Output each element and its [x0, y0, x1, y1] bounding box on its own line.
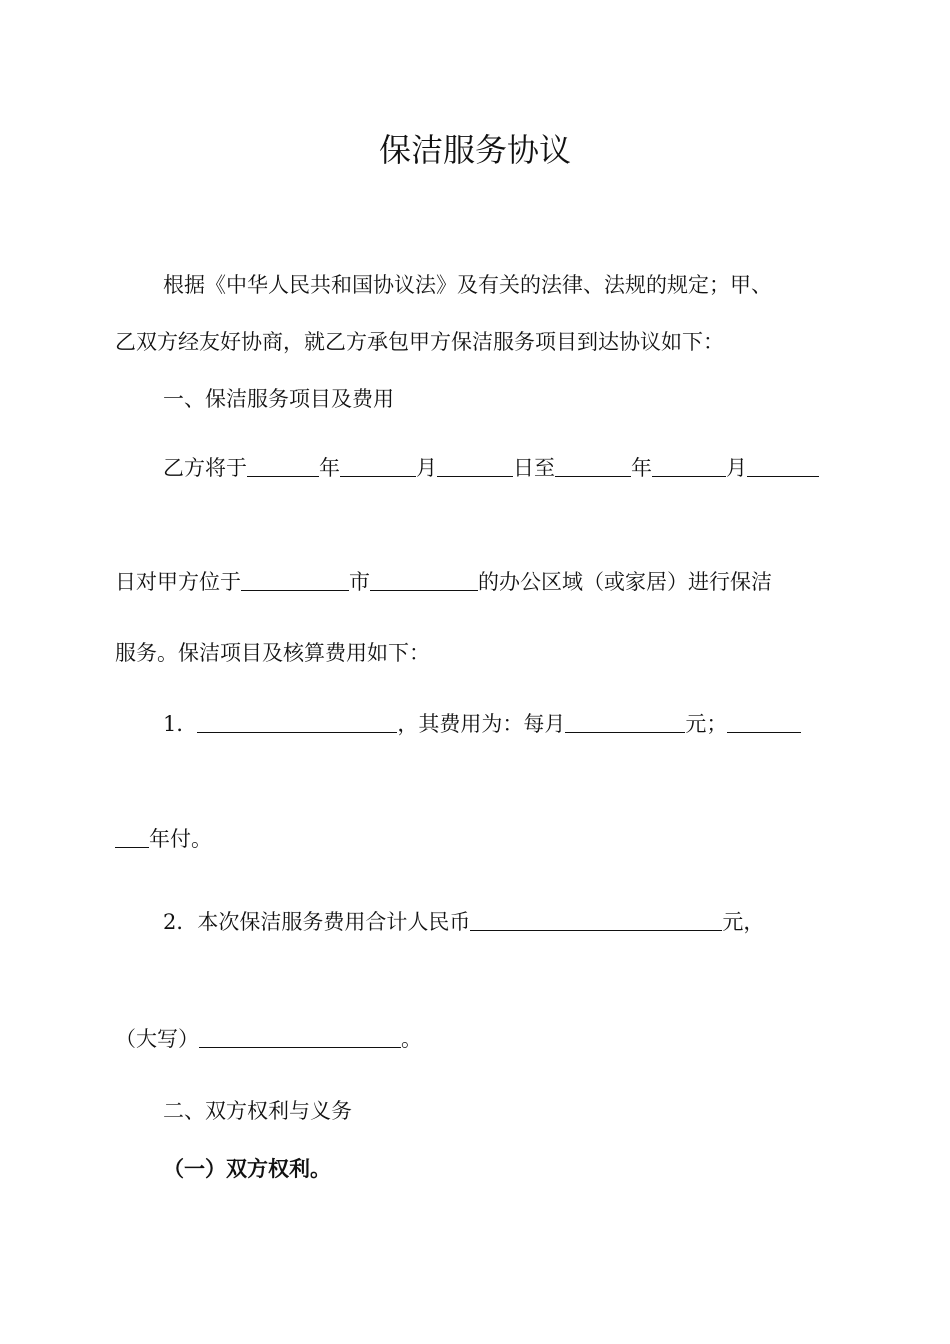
- end-year-blank[interactable]: [555, 456, 631, 477]
- payment-period-blank-cont[interactable]: [115, 827, 149, 848]
- item-1-number: 1．: [163, 712, 198, 736]
- end-day-blank[interactable]: [747, 456, 819, 477]
- year-label: 年: [319, 456, 340, 480]
- service-items-line: 服务。保洁项目及核算费用如下：: [115, 641, 430, 665]
- item-1-name-blank[interactable]: [197, 712, 397, 733]
- section-1-heading: 一、保洁服务项目及费用: [163, 387, 394, 411]
- capital-label: （大写）: [115, 1027, 199, 1051]
- item-1-paid-text: 年付。: [149, 827, 212, 851]
- month-label: 月: [416, 456, 437, 480]
- area-blank[interactable]: [370, 570, 478, 591]
- city-label: 市: [349, 570, 370, 594]
- total-fee-blank[interactable]: [470, 910, 722, 931]
- city-blank[interactable]: [241, 570, 349, 591]
- start-day-blank[interactable]: [437, 456, 513, 477]
- item-2-yuan: 元，: [722, 910, 765, 934]
- capital-amount-line: [115, 1024, 422, 1054]
- payment-period-blank[interactable]: [727, 712, 801, 733]
- monthly-fee-blank[interactable]: [565, 712, 685, 733]
- year-label-2: 年: [631, 456, 652, 480]
- item-1-line: [163, 709, 801, 739]
- item-1-cost-text: ，其费用为：每月: [397, 712, 566, 736]
- item-2-line: [163, 907, 764, 937]
- service-period-line: [163, 453, 819, 483]
- location-prefix: 日对甲方位于: [115, 570, 241, 594]
- intro-line-2: 乙双方经友好协商，就乙方承包甲方保洁服务项目到达协议如下：: [115, 330, 724, 354]
- document-title: 保洁服务协议: [378, 131, 571, 169]
- start-month-blank[interactable]: [340, 456, 416, 477]
- capital-amount-blank[interactable]: [199, 1027, 401, 1048]
- item-1-continued: [115, 824, 212, 854]
- item-1-yuan: 元；: [685, 712, 728, 736]
- section-2-heading: 二、双方权利与义务: [163, 1099, 352, 1123]
- day-to-label: 日至: [513, 456, 555, 480]
- intro-line-1: 根据《中华人民共和国协议法》及有关的法律、法规的规定；甲、: [163, 273, 772, 297]
- section-2-sub-1: （一）双方权利。: [163, 1156, 331, 1181]
- end-month-blank[interactable]: [652, 456, 726, 477]
- service-location-line: [115, 567, 772, 597]
- month-label-2: 月: [726, 456, 747, 480]
- start-year-blank[interactable]: [247, 456, 319, 477]
- location-suffix: 的办公区域（或家居）进行保洁: [478, 570, 772, 594]
- period-prefix: 乙方将于: [163, 456, 247, 480]
- capital-end: 。: [401, 1027, 422, 1051]
- item-2-text: 2．本次保洁服务费用合计人民币: [163, 910, 471, 934]
